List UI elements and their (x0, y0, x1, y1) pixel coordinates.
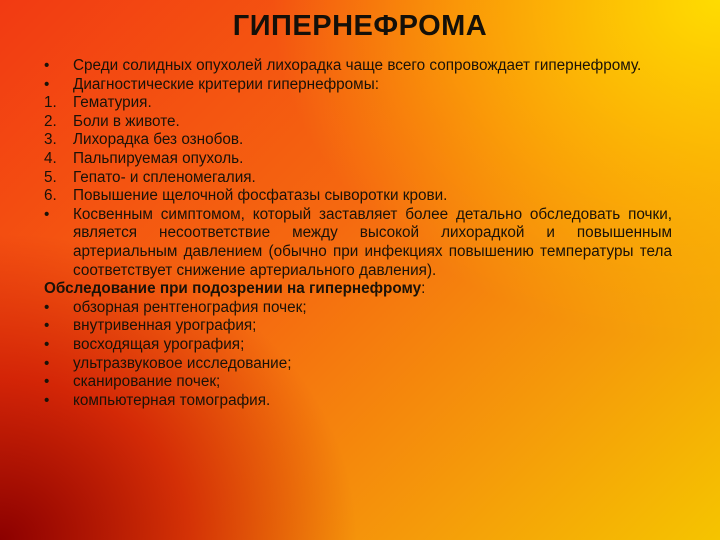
bullet-marker: • (44, 373, 50, 391)
bullet-marker: • (44, 335, 50, 353)
exam-list-item (44, 373, 672, 392)
item-text: Косвенным симптомом, который заставляет более детально обследовать почки, является несоответствие между высокой лихорадкой и повышенным артериальным давлением (обычно при инфекциях повышению температуры тела соответствует снижение артериального давления). (73, 205, 672, 279)
item-text: Диагностические критерии гипернефромы: (73, 75, 379, 93)
exam-heading-line (44, 280, 672, 299)
item-text: сканирование почек; (73, 373, 221, 391)
item-text: Пальпируемая опухоль. (73, 149, 244, 167)
bullet-marker: • (44, 298, 50, 316)
item-text: обзорная рентгенография почек; (73, 298, 307, 316)
bullet-marker: • (44, 57, 50, 74)
item-text: Среди солидных опухолей лихорадка чаще всего сопровождает гипернефрому. (73, 57, 642, 74)
number-marker: 2. (44, 112, 57, 130)
item-text: Боли в животе. (73, 112, 180, 130)
exam-list-item (44, 355, 672, 374)
bullet-marker: • (44, 317, 50, 335)
item-text: ультразвуковое исследование; (73, 354, 292, 372)
list-item (44, 94, 672, 113)
list-item (44, 187, 672, 206)
item-text: внутривенная урография; (73, 317, 257, 335)
item-text: Гематурия. (73, 94, 152, 112)
exam-heading-suffix: : (421, 280, 426, 298)
exam-list-item (44, 317, 672, 336)
item-text: компьютерная томография. (73, 391, 271, 409)
slide-content (44, 57, 672, 410)
exam-list-item (44, 392, 672, 411)
bullet-marker: • (44, 75, 50, 93)
exam-list-item (44, 336, 672, 355)
list-item (44, 131, 672, 150)
number-marker: 6. (44, 187, 57, 205)
number-marker: 5. (44, 168, 57, 186)
item-text: восходящая урография; (73, 335, 245, 353)
slide-title: ГИПЕРНЕФРОМА (232, 10, 488, 42)
list-item (44, 169, 672, 188)
list-item (44, 76, 672, 95)
number-marker: 3. (44, 131, 57, 149)
bullet-marker: • (44, 354, 50, 372)
exam-list-item (44, 299, 672, 318)
list-item (44, 113, 672, 132)
list-item (44, 57, 672, 76)
list-item (44, 206, 672, 280)
list-item (44, 150, 672, 169)
item-text: Гепато- и спленомегалия. (73, 168, 256, 186)
number-marker: 4. (44, 149, 57, 167)
exam-heading: Обследование при подозрении на гипернефрому (44, 280, 422, 298)
bullet-marker: • (44, 205, 50, 223)
bullet-marker: • (44, 391, 50, 409)
item-text: Лихорадка без ознобов. (73, 131, 244, 149)
item-text: Повышение щелочной фосфатазы сыворотки крови. (73, 187, 448, 205)
number-marker: 1. (44, 94, 57, 112)
